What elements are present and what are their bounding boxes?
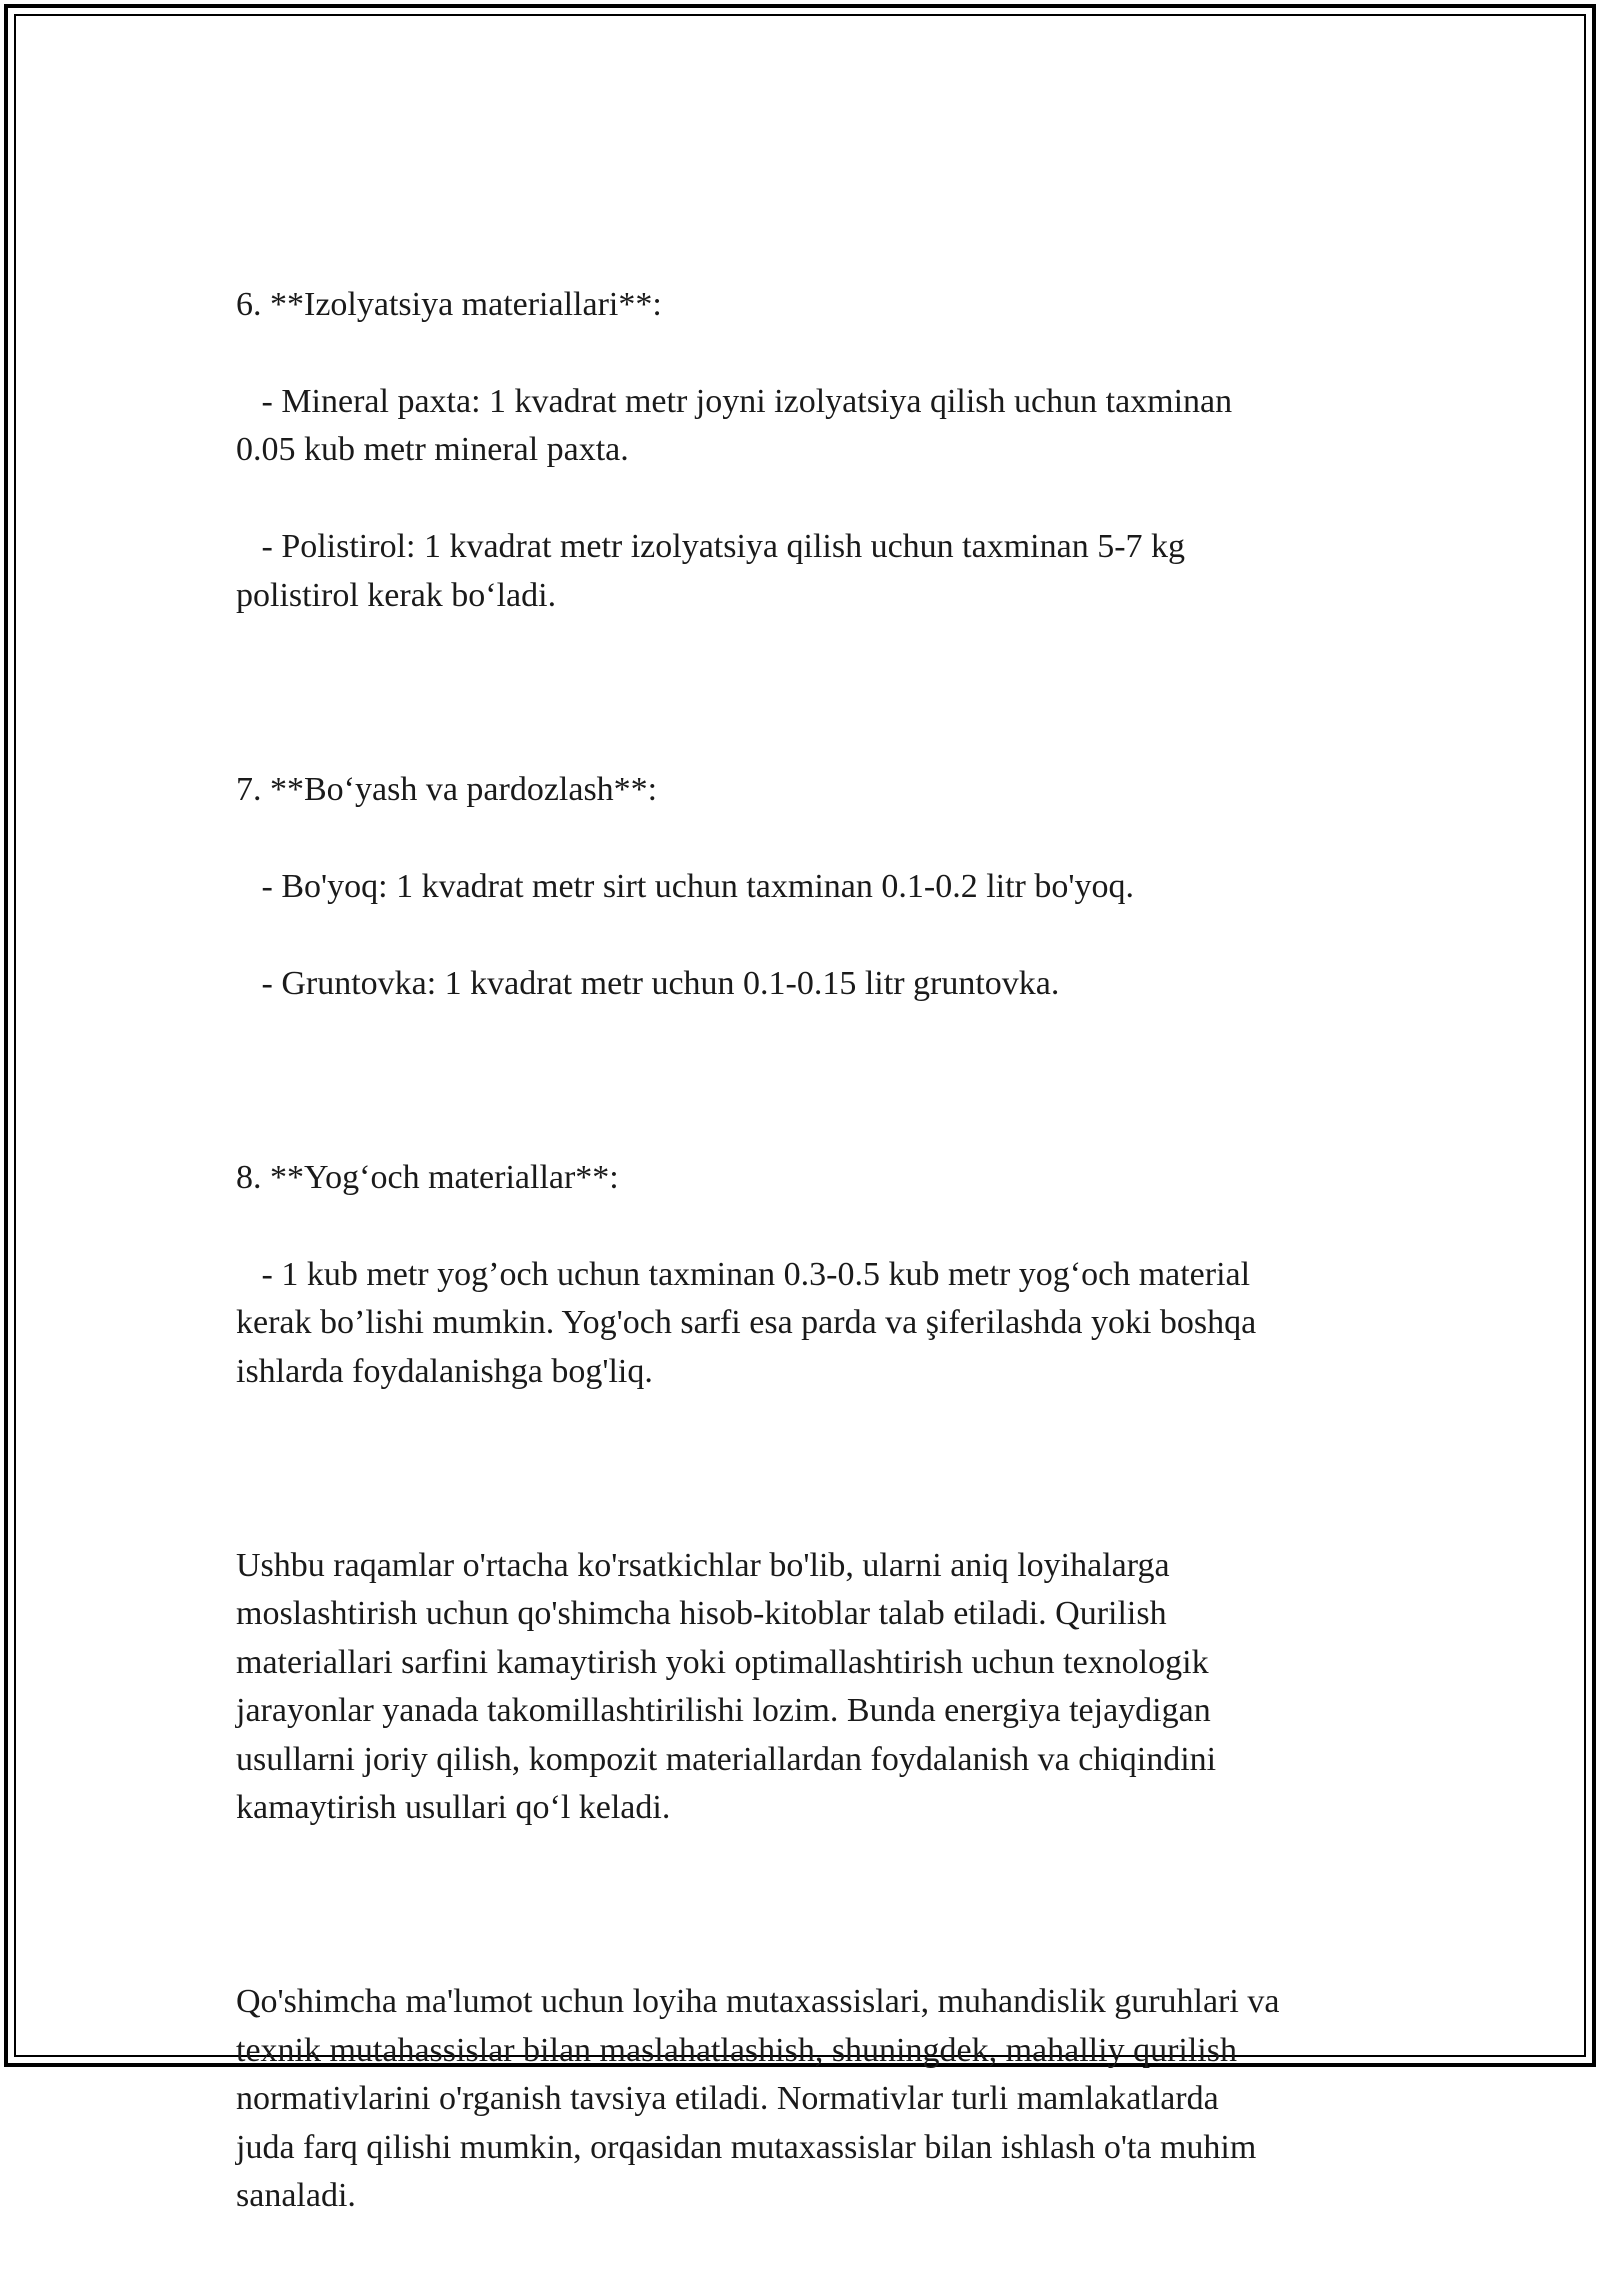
blank-line	[236, 1445, 1366, 1494]
blank-line	[236, 1057, 1366, 1106]
advice-paragraph: Qo'shimcha ma'lumot uchun loyiha mutaxassislari, muhandislik guruhlari va texnik mutahassislar bilan maslahatlashish, shuningdek, mahalliy qurilish normativlarini o'rganish tavsiya etiladi. Normativlar turli mamlakatlarda juda farq qilishi mumkin, orqasidan mutaxassislar bilan ishlash o'ta muhim sanaladi.	[236, 1983, 1280, 2214]
section-7-item-gruntovka: - Gruntovka: 1 kvadrat metr uchun 0.1-0.15 litr gruntovka.	[236, 964, 1060, 1002]
section-6-item-polistirol: - Polistirol: 1 kvadrat metr izolyatsiya qilish uchun taxminan 5-7 kg polistirol kerak bo‘ladi.	[236, 528, 1186, 614]
blank-line	[236, 669, 1366, 718]
section-7-heading: 7. **Bo‘yash va pardozlash**:	[236, 770, 658, 808]
blank-line	[236, 1881, 1366, 1930]
section-6-heading: 6. **Izolyatsiya materiallari**:	[236, 285, 662, 323]
section-8-heading: 8. **Yog‘och materiallar**:	[236, 1158, 619, 1196]
section-6-item-mineral-paxta: - Mineral paxta: 1 kvadrat metr joyni izolyatsiya qilish uchun taxminan 0.05 kub metr mineral paxta.	[236, 382, 1233, 468]
section-8-item-yogoch: - 1 kub metr yog’och uchun taxminan 0.3-0.5 kub metr yog‘och material kerak bo’lishi mumkin. Yog'och sarfi esa parda va şiferilashda yoki boshqa ishlarda foydalanishga bog'liq.	[236, 1255, 1257, 1390]
section-7-item-boyoq: - Bo'yoq: 1 kvadrat metr sirt uchun taxminan 0.1-0.2 litr bo'yoq.	[236, 867, 1134, 905]
summary-paragraph: Ushbu raqamlar o'rtacha ko'rsatkichlar bo'lib, ularni aniq loyihalarga moslashtirish uchun qo'shimcha hisob-kitoblar talab etiladi. Qurilish materiallari sarfini kamaytirish yoki optimallashtirish uchun texnologik jarayonlar yanada takomillashtirilishi lozim. Bunda energiya tejaydigan usullarni joriy qilish, kompozit materiallardan foydalanish va chiqindini kamaytirish usullari qo‘l keladi.	[236, 1546, 1217, 1826]
document-body	[236, 232, 1366, 2269]
